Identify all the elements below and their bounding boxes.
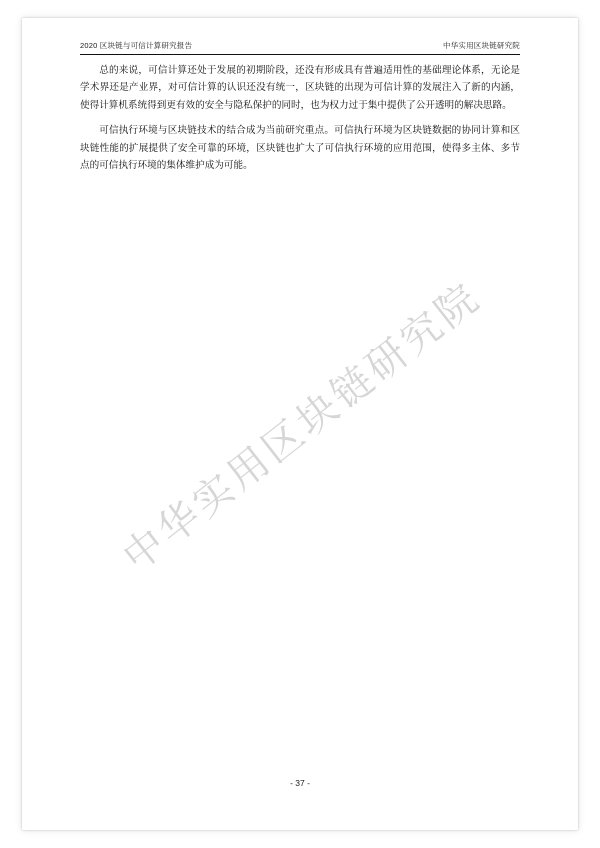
page-header (80, 40, 520, 51)
page-body (80, 62, 520, 174)
page-sheet (22, 18, 578, 830)
header-divider (80, 54, 520, 55)
watermark-text: 中华实用区块链研究院 (115, 273, 490, 580)
paragraph-1: 总的来说，可信计算还处于发展的初期阶段，还没有形成具有普遍适用性的基础理论体系，无论是学术界还是产业界，对可信计算的认识还没有统一，区块链的出现为可信计算的发展注入了新的内涵，使得计算机系统得到更有效的安全与隐私保护的同时，也为权力过于集中提供了公开透明的解决思路。 (80, 65, 520, 111)
paragraph-2: 可信执行环境与区块链技术的结合成为当前研究重点。可信执行环境为区块链数据的协同计算和区块链性能的扩展提供了安全可靠的环境，区块链也扩大了可信执行环境的应用范围，使得多主体、多节点的可信执行环境的集体维护成为可能。 (80, 125, 520, 172)
header-organization: 中华实用区块链研究院 (443, 41, 520, 50)
header-report-title: 2020 区块链与可信计算研究报告 (80, 41, 193, 50)
page-number: - 37 - (290, 778, 310, 788)
